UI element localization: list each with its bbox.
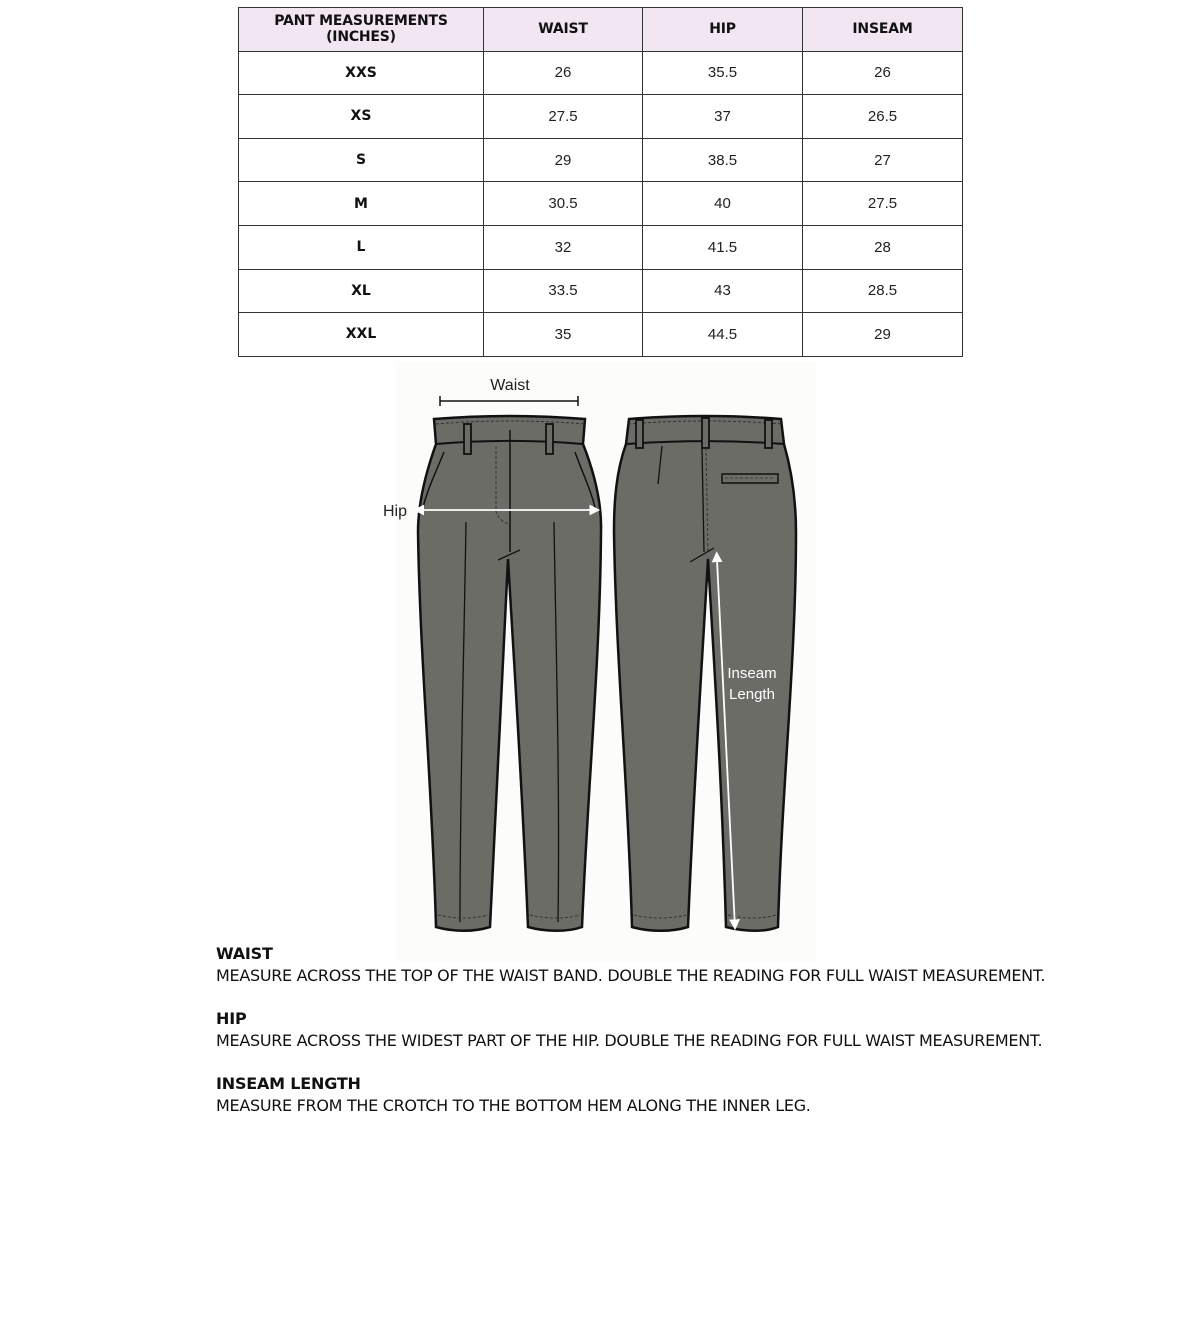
pants-measurement-diagram — [383, 362, 816, 962]
waist-cell: 27.5 — [484, 95, 643, 139]
waist-cell: 35 — [484, 313, 643, 357]
waist-cell: 30.5 — [484, 182, 643, 226]
size-cell: XXL — [239, 313, 484, 357]
waist-cell: 33.5 — [484, 269, 643, 313]
note-text: MEASURE ACROSS THE WIDEST PART OF THE HIP. DOUBLE THE READING FOR FULL WAIST MEASUREMENT. — [216, 1031, 1043, 1050]
header-waist: WAIST — [484, 8, 643, 52]
table-header-row — [239, 8, 963, 52]
waist-measure-line — [440, 396, 578, 406]
front-pants-drawing — [418, 416, 601, 931]
hip-cell: 37 — [643, 95, 803, 139]
note-text: MEASURE FROM THE CROTCH TO THE BOTTOM HEM ALONG THE INNER LEG. — [216, 1096, 811, 1115]
pants-diagram-svg — [383, 362, 816, 962]
hip-cell: 43 — [643, 269, 803, 313]
inseam-cell: 27.5 — [803, 182, 963, 226]
table-row — [239, 313, 963, 357]
hip-cell: 40 — [643, 182, 803, 226]
size-cell: L — [239, 225, 484, 269]
waist-label: Waist — [490, 377, 530, 394]
header-inseam: INSEAM — [803, 8, 963, 52]
inseam-cell: 26 — [803, 51, 963, 95]
table-row — [239, 225, 963, 269]
table-row — [239, 138, 963, 182]
note-title: INSEAM LENGTH — [216, 1074, 361, 1093]
table-row — [239, 269, 963, 313]
waist-cell: 29 — [484, 138, 643, 182]
note-inseam — [216, 1074, 1176, 1118]
inseam-cell: 28 — [803, 225, 963, 269]
note-waist — [216, 944, 1176, 988]
hip-cell: 44.5 — [643, 313, 803, 357]
inseam-cell: 27 — [803, 138, 963, 182]
waist-cell: 26 — [484, 51, 643, 95]
waist-cell: 32 — [484, 225, 643, 269]
inseam-label-line1: Inseam — [727, 665, 777, 682]
note-hip — [216, 1009, 1176, 1053]
size-cell: XS — [239, 95, 484, 139]
size-cell: S — [239, 138, 484, 182]
hip-cell: 38.5 — [643, 138, 803, 182]
size-cell: XXS — [239, 51, 484, 95]
header-hip: HIP — [643, 8, 803, 52]
table-row — [239, 95, 963, 139]
hip-cell: 41.5 — [643, 225, 803, 269]
inseam-cell: 26.5 — [803, 95, 963, 139]
note-title: WAIST — [216, 944, 273, 963]
inseam-cell: 29 — [803, 313, 963, 357]
inseam-cell: 28.5 — [803, 269, 963, 313]
size-chart-table — [238, 7, 963, 357]
table-row — [239, 182, 963, 226]
measurement-instructions — [216, 944, 1176, 1139]
size-cell: XL — [239, 269, 484, 313]
hip-label: Hip — [383, 503, 408, 520]
inseam-label-line2: Length — [729, 686, 775, 703]
header-size: PANT MEASUREMENTS (INCHES) — [239, 8, 484, 52]
note-text: MEASURE ACROSS THE TOP OF THE WAIST BAND. DOUBLE THE READING FOR FULL WAIST MEASUREMENT. — [216, 966, 1046, 985]
table-row — [239, 51, 963, 95]
hip-cell: 35.5 — [643, 51, 803, 95]
size-cell: M — [239, 182, 484, 226]
note-title: HIP — [216, 1009, 247, 1028]
